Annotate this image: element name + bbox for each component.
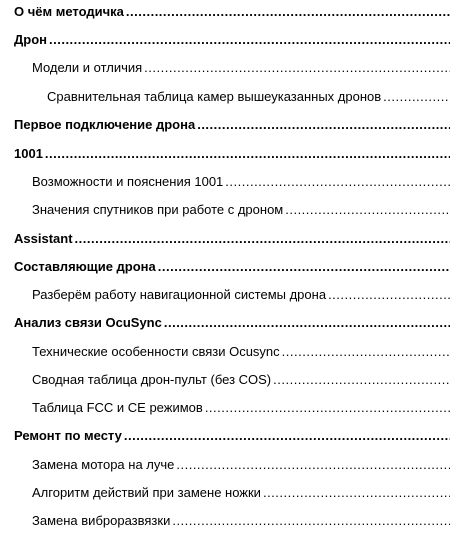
toc-entry-drone-components[interactable]	[14, 257, 450, 277]
toc-entry-label: Модели и отличия	[32, 60, 143, 75]
toc-entry-motor-replacement[interactable]	[32, 455, 450, 475]
toc-entry-label: Ремонт по месту	[14, 428, 122, 443]
dot-leader	[124, 426, 450, 446]
toc-entry-damper-replacement[interactable]	[32, 511, 450, 531]
toc-entry-label: Технические особенности связи Ocusync	[32, 344, 280, 359]
toc-entry-about-manual[interactable]	[14, 2, 450, 22]
dot-leader	[45, 144, 450, 164]
toc-entry-camera-table[interactable]	[47, 87, 450, 107]
dot-leader	[49, 30, 450, 50]
dot-leader	[282, 342, 450, 362]
toc-entry-satellites[interactable]	[32, 200, 450, 220]
toc-entry-label: Сравнительная таблица камер вышеуказанных дронов	[47, 89, 382, 104]
dot-leader	[158, 257, 450, 277]
dot-leader	[263, 483, 450, 503]
toc-entry-label: Замена виброразвязки	[32, 513, 171, 528]
toc-entry-label: Разберём работу навигационной системы дрона	[32, 287, 327, 302]
toc-entry-label: Составляющие дрона	[14, 259, 156, 274]
dot-leader	[176, 455, 450, 475]
dot-leader	[197, 115, 450, 135]
dot-leader	[273, 370, 450, 390]
toc-entry-label: Assistant	[14, 231, 73, 246]
toc-entry-1001-features[interactable]	[32, 172, 450, 192]
dot-leader	[144, 58, 450, 78]
toc-entry-leg-replacement[interactable]	[32, 483, 450, 503]
dot-leader	[75, 229, 450, 249]
toc-entry-label: 1001	[14, 146, 43, 161]
toc-entry-field-repair[interactable]	[14, 426, 450, 446]
dot-leader	[328, 285, 450, 305]
toc-entry-assistant[interactable]	[14, 229, 450, 249]
dot-leader	[164, 313, 450, 333]
toc-entry-navigation-system[interactable]	[32, 285, 450, 305]
toc-entry-label: Анализ связи OcuSync	[14, 315, 162, 330]
toc-entry-label: Сводная таблица дрон-пульт (без COS)	[32, 372, 272, 387]
toc-entry-fcc-ce-table[interactable]	[32, 398, 450, 418]
toc-entry-models[interactable]	[32, 58, 450, 78]
toc-entry-1001[interactable]	[14, 144, 450, 164]
dot-leader	[225, 172, 450, 192]
toc-entry-label: Первое подключение дрона	[14, 117, 196, 132]
dot-leader	[383, 87, 450, 107]
toc-entry-drone-remote-table[interactable]	[32, 370, 450, 390]
toc-entry-label: Значения спутников при работе с дроном	[32, 202, 284, 217]
toc-entry-ocusync-technical[interactable]	[32, 342, 450, 362]
toc-entry-label: Таблица FCC и CE режимов	[32, 400, 203, 415]
dot-leader	[172, 511, 450, 531]
toc-entry-drone[interactable]	[14, 30, 450, 50]
toc-entry-label: Алгоритм действий при замене ножки	[32, 485, 261, 500]
dot-leader	[285, 200, 450, 220]
toc-entry-first-connection[interactable]	[14, 115, 450, 135]
dot-leader	[205, 398, 450, 418]
dot-leader	[126, 2, 450, 22]
toc-entry-ocusync-analysis[interactable]	[14, 313, 450, 333]
toc-entry-label: Замена мотора на луче	[32, 457, 175, 472]
toc-entry-label: Дрон	[14, 32, 47, 47]
toc-entry-label: О чём методичка	[14, 4, 124, 19]
toc-entry-label: Возможности и пояснения 1001	[32, 174, 224, 189]
